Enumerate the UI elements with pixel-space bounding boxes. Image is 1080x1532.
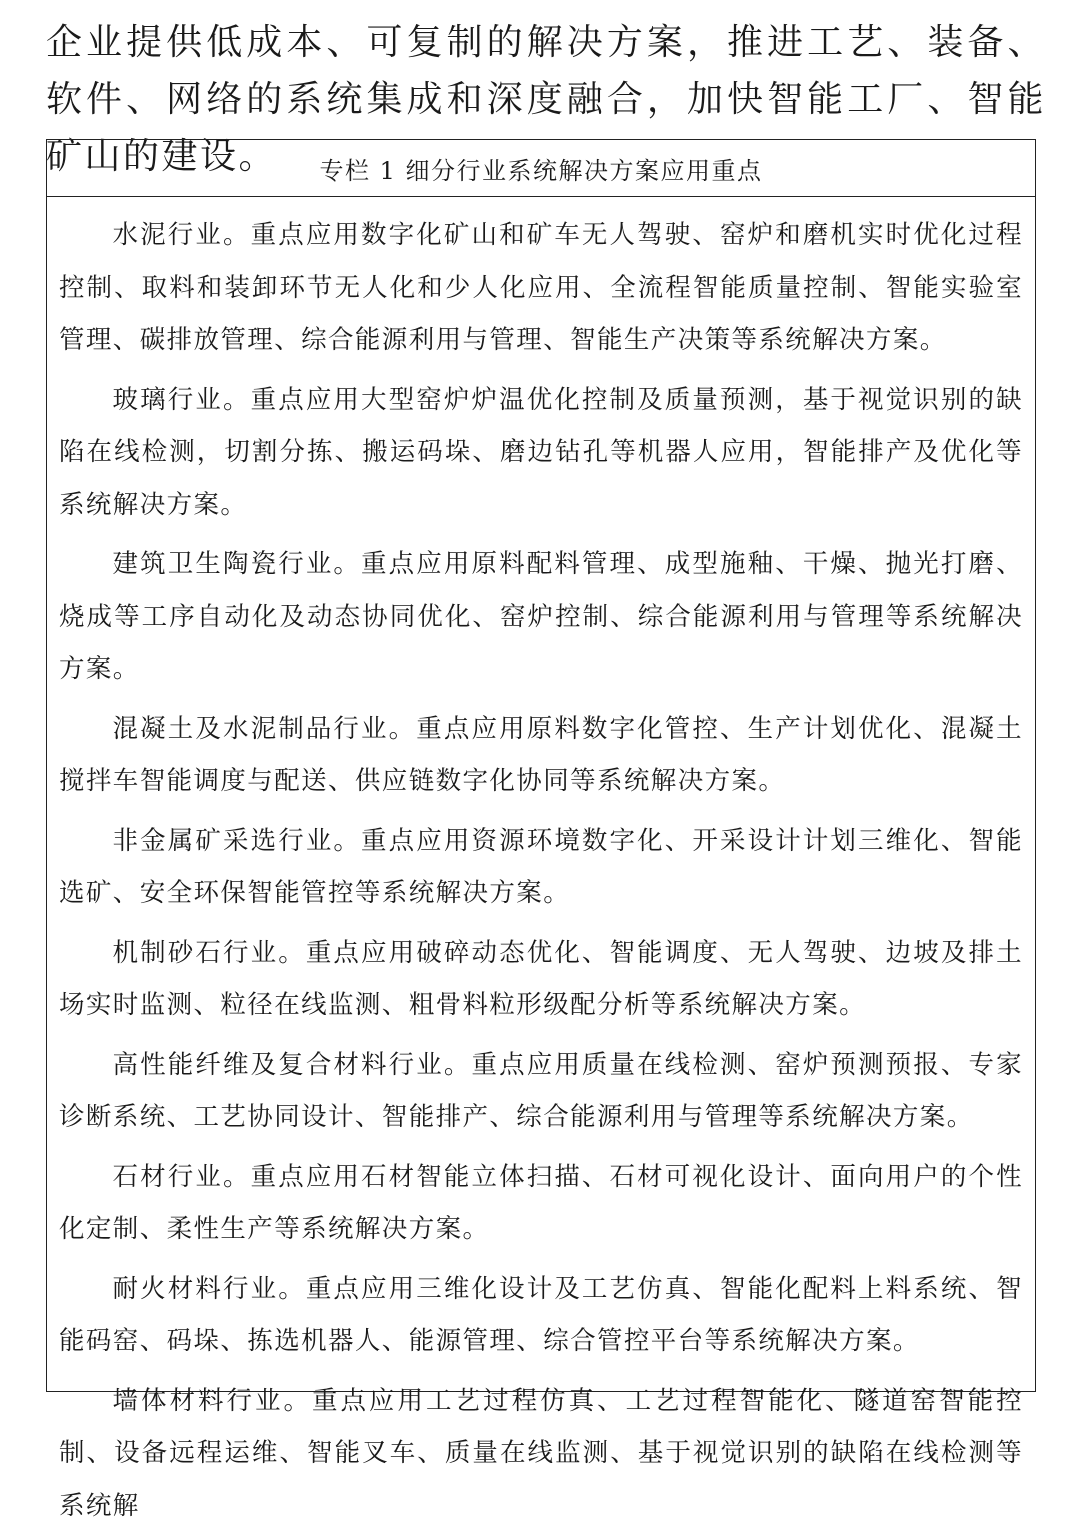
entry-glass: 玻璃行业。重点应用大型窑炉炉温优化控制及质量预测，基于视觉识别的缺陷在线检测，切割分拣、搬运码垛、磨边钻孔等机器人应用，智能排产及优化等系统解决方案。 <box>59 374 1023 532</box>
intro-paragraph: 企业提供低成本、可复制的解决方案，推进工艺、装备、软件、网络的系统集成和深度融合，加快智能工厂、智能矿山的建设。 <box>46 14 1046 185</box>
entry-nonmetallic-mining: 非金属矿采选行业。重点应用资源环境数字化、开采设计计划三维化、智能选矿、安全环保智能管控等系统解决方案。 <box>59 815 1023 920</box>
entry-cement: 水泥行业。重点应用数字化矿山和矿车无人驾驶、窑炉和磨机实时优化过程控制、取料和装卸环节无人化和少人化应用、全流程智能质量控制、智能实验室管理、碳排放管理、综合能源利用与管理、智能生产决策等系统解决方案。 <box>59 209 1023 367</box>
entry-wall-materials: 墙体材料行业。重点应用工艺过程仿真、工艺过程智能化、隧道窑智能控制、设备远程运维、智能叉车、质量在线监测、基于视觉识别的缺陷在线检测等系统解 <box>59 1375 1023 1532</box>
entry-concrete: 混凝土及水泥制品行业。重点应用原料数字化管控、生产计划优化、混凝土搅拌车智能调度与配送、供应链数字化协同等系统解决方案。 <box>59 703 1023 808</box>
special-column-box <box>46 139 1036 1392</box>
entry-high-performance-fiber: 高性能纤维及复合材料行业。重点应用质量在线检测、窑炉预测预报、专家诊断系统、工艺协同设计、智能排产、综合能源利用与管理等系统解决方案。 <box>59 1039 1023 1144</box>
entry-manufactured-sand: 机制砂石行业。重点应用破碎动态优化、智能调度、无人驾驶、边坡及排土场实时监测、粒径在线监测、粗骨料粒形级配分析等系统解决方案。 <box>59 927 1023 1032</box>
entry-sanitary-ceramics: 建筑卫生陶瓷行业。重点应用原料配料管理、成型施釉、干燥、抛光打磨、烧成等工序自动化及动态协同优化、窑炉控制、综合能源利用与管理等系统解决方案。 <box>59 538 1023 696</box>
column-title: 专栏 1 细分行业系统解决方案应用重点 <box>47 140 1035 197</box>
column-body <box>47 197 1035 1532</box>
entry-stone: 石材行业。重点应用石材智能立体扫描、石材可视化设计、面向用户的个性化定制、柔性生产等系统解决方案。 <box>59 1151 1023 1256</box>
entry-refractory: 耐火材料行业。重点应用三维化设计及工艺仿真、智能化配料上料系统、智能码窑、码垛、拣选机器人、能源管理、综合管控平台等系统解决方案。 <box>59 1263 1023 1368</box>
